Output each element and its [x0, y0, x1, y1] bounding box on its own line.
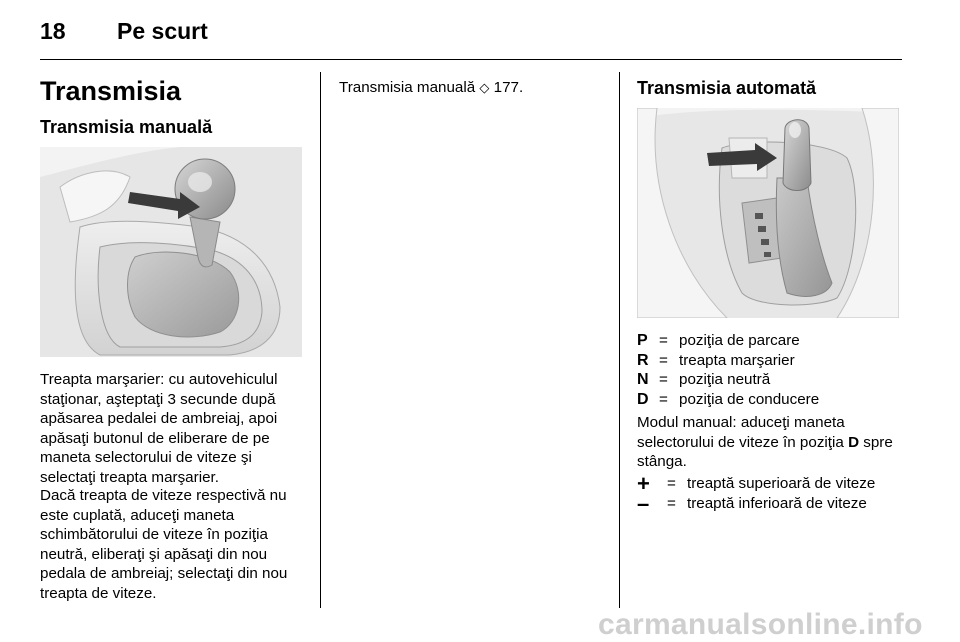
legend-key: N	[637, 371, 649, 388]
page-number: 18	[40, 18, 66, 44]
minus-icon: –	[637, 490, 650, 516]
legend-row-d	[637, 390, 907, 410]
legend-equals: =	[667, 494, 676, 512]
legend-equals: =	[659, 351, 668, 369]
legend-equals: =	[659, 332, 668, 349]
manual-mode-text: Modul manual: aduceţi maneta selectorului de viteze în poziţia	[637, 414, 849, 451]
automatic-selector-lever-illustration	[637, 108, 899, 318]
legend-description: poziţia de conducere	[679, 390, 820, 408]
legend-description: poziţia neutră	[679, 371, 771, 388]
legend-row-n	[637, 370, 907, 390]
drive-position-letter: D	[848, 433, 860, 451]
watermark: carmanualsonline.info	[598, 608, 923, 641]
manual-transmission-heading: Transmisia manuală	[40, 117, 213, 137]
manual-transmission-reference	[339, 78, 523, 98]
section-title: Transmisia	[40, 76, 182, 106]
page-header-title: Pe scurt	[117, 18, 208, 44]
legend-key: P	[637, 332, 648, 349]
shift-legend	[637, 471, 907, 516]
gear-not-engaged-paragraph: Dacă treapta de viteze respectivă nu este cuplată, aduceţi maneta schimbătorului de viteze în poziţia neutră, eliberaţi şi apăsaţi din nou pedala de ambreiaj; selectaţi din nou treapta de viteze.	[40, 487, 288, 602]
manual-mode-text-end: spre stânga.	[637, 433, 893, 470]
legend-row-r	[637, 351, 907, 371]
legend-description: treaptă inferioară de viteze	[687, 494, 867, 512]
legend-row-upshift	[637, 471, 907, 496]
manual-mode-paragraph	[637, 413, 912, 472]
legend-equals: =	[659, 371, 668, 388]
manual-gear-lever-illustration	[40, 147, 302, 357]
page-reference-arrow-icon: ◇	[479, 80, 490, 95]
gear-position-legend	[637, 331, 907, 409]
legend-equals: =	[667, 475, 676, 492]
column-divider-left	[320, 72, 321, 608]
reverse-gear-paragraph: Treapta marşarier: cu autovehiculul staţionar, aşteptaţi 3 secunde după apăsarea pedalei de ambreiaj, apoi apăsaţi butonul de eliberare de pe maneta selectorului de viteze şi selectaţi treapta marşarier.	[40, 371, 278, 486]
legend-row-p	[637, 331, 907, 351]
legend-description: treaptă superioară de viteze	[687, 475, 876, 492]
plus-icon: +	[637, 471, 650, 496]
legend-key: R	[637, 351, 649, 369]
legend-description: treapta marşarier	[679, 351, 795, 369]
legend-row-downshift	[637, 490, 907, 516]
legend-description: poziţia de parcare	[679, 332, 800, 349]
legend-key: D	[637, 390, 649, 408]
column-divider-right	[619, 72, 620, 608]
legend-equals: =	[659, 390, 668, 408]
automatic-transmission-heading: Transmisia automată	[637, 78, 817, 98]
header-divider	[40, 59, 902, 60]
reference-page: 177.	[493, 79, 524, 96]
reference-text: Transmisia manuală	[339, 79, 476, 96]
